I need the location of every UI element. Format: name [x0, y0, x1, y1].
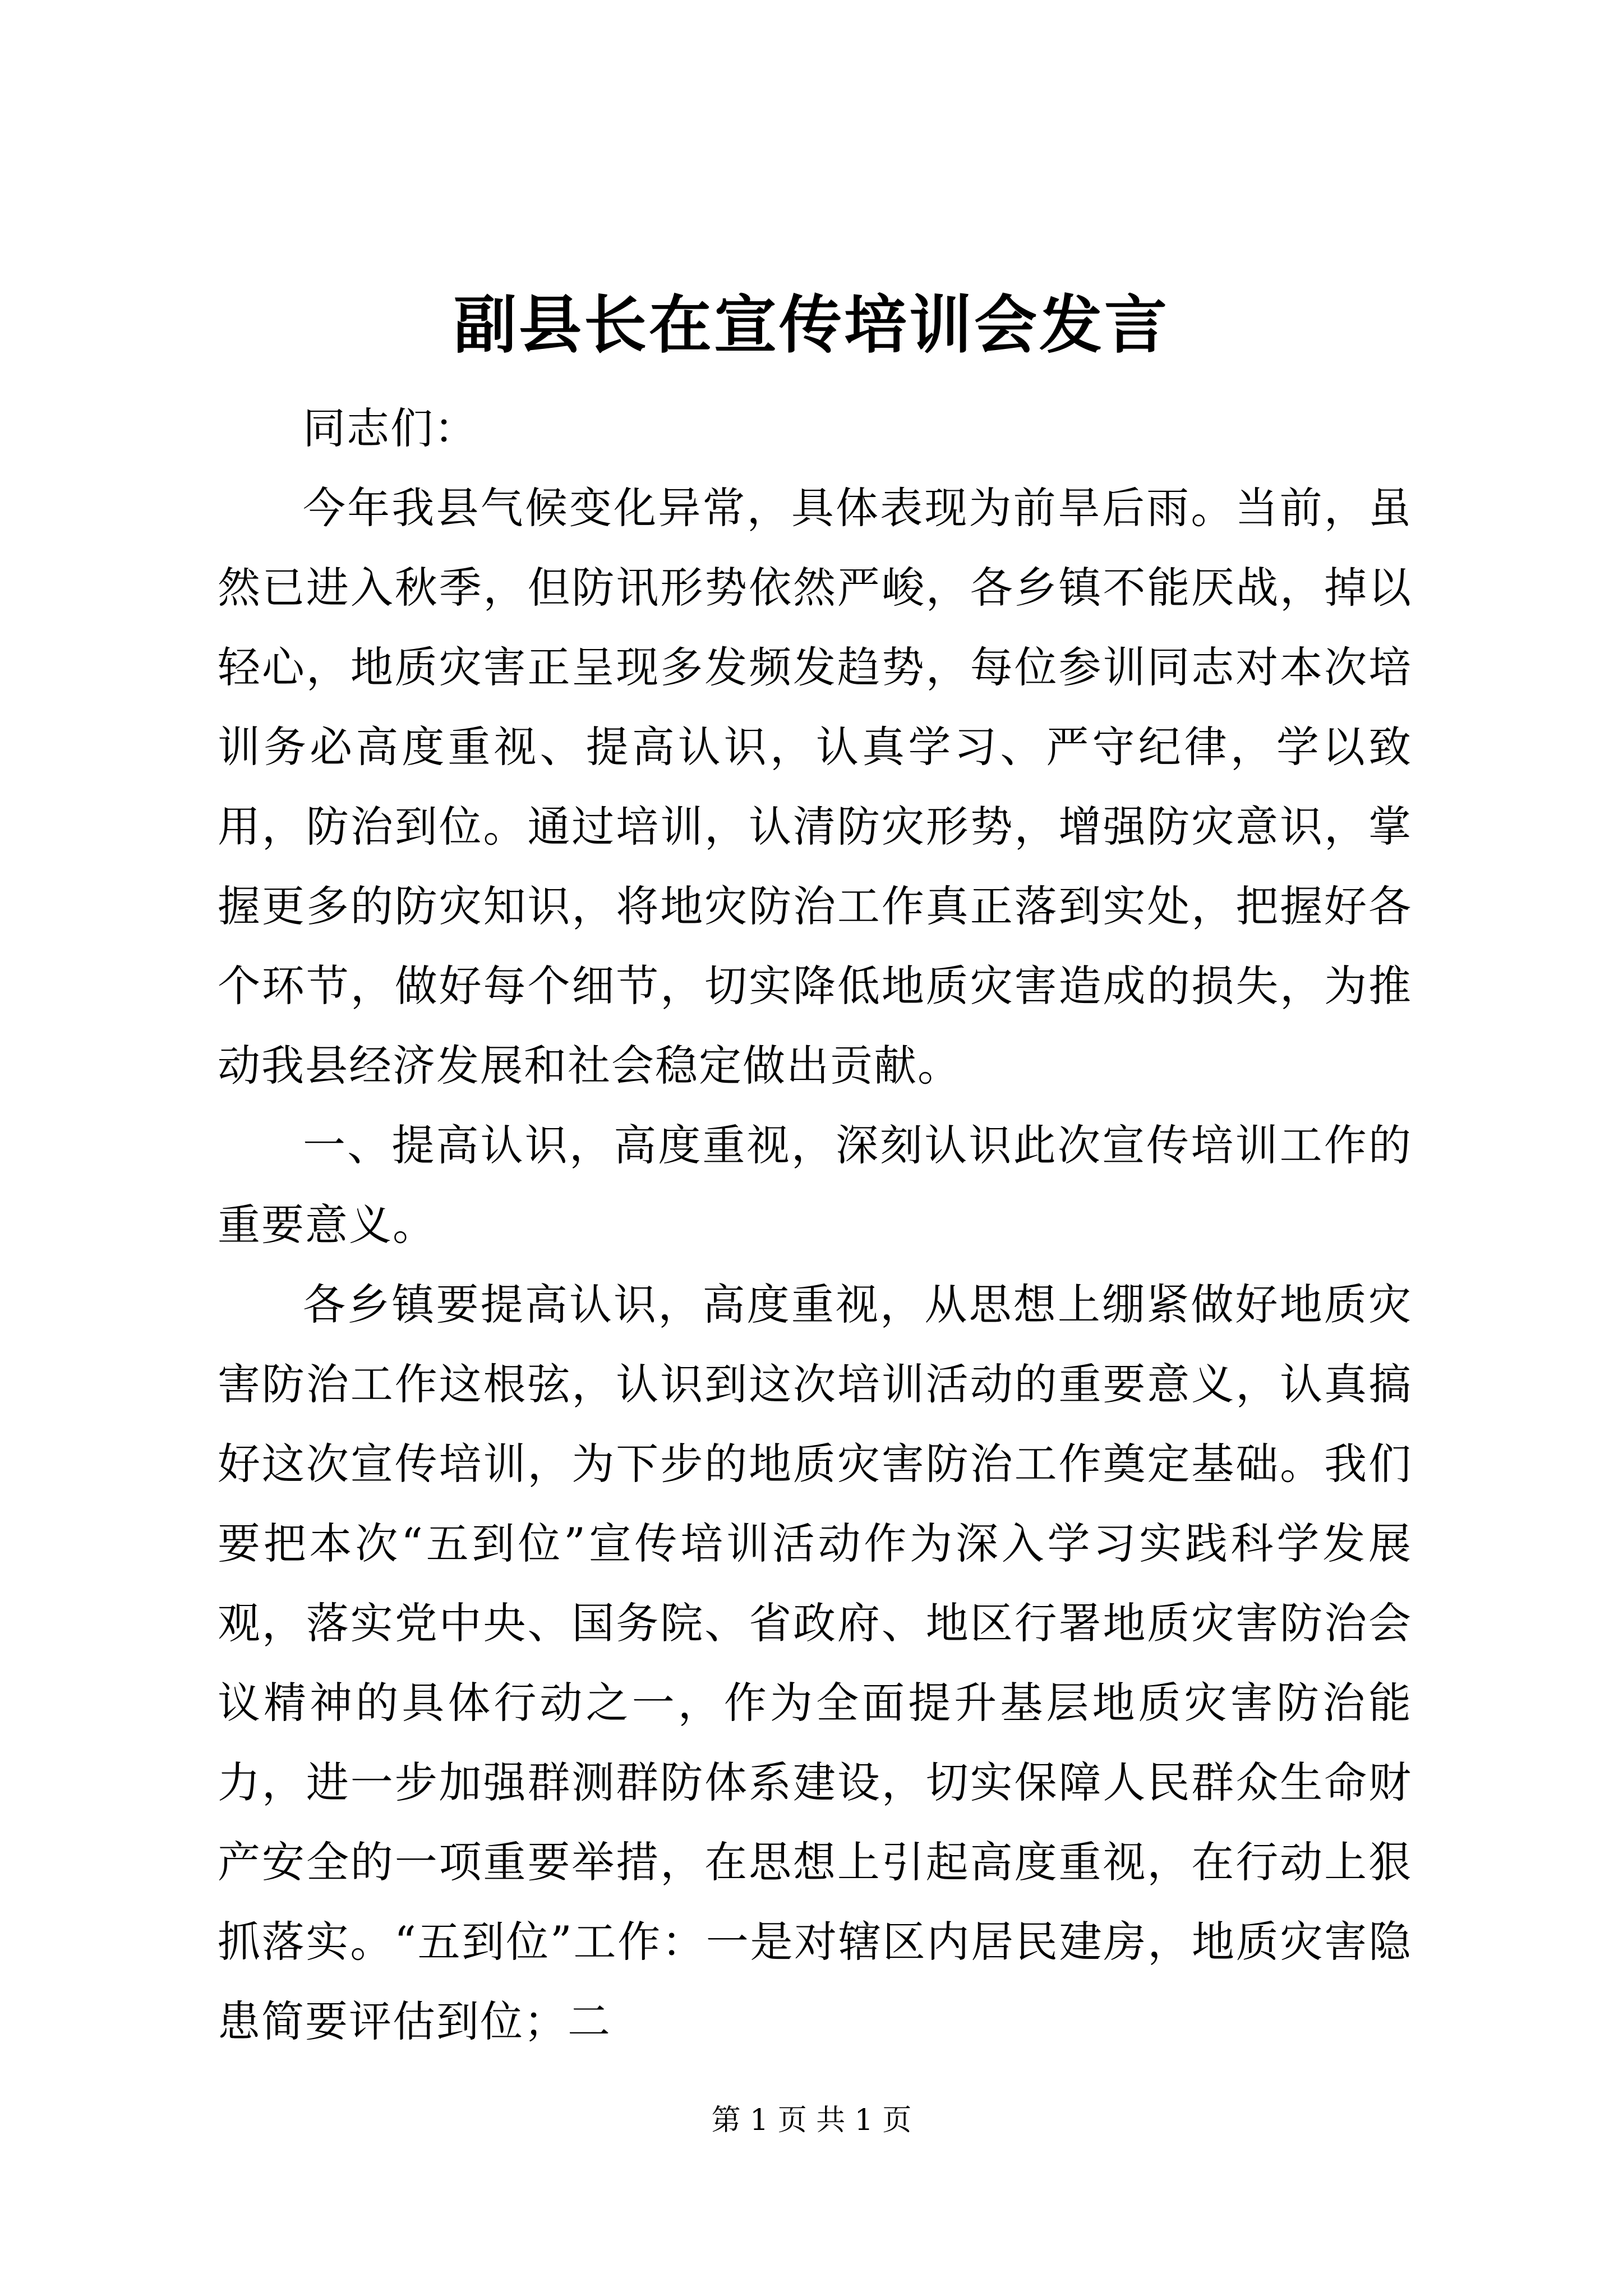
- paragraph-section-1: 各乡镇要提高认识，高度重视，从思想上绷紧做好地质灾害防治工作这根弦，认识到这次培训活动的重要意义，认真搞好这次宣传培训，为下步的地质灾害防治工作奠定基础。我们要把本次“五到位”宣传培训活动作为深入学习实践科学发展观，落实党中央、国务院、省政府、地区行署地质灾害防治会议精神的具体行动之一，作为全面提升基层地质灾害防治能力，进一步加强群测群防体系建设，切实保障人民群众生命财产安全的一项重要举措，在思想上引起高度重视，在行动上狠抓落实。“五到位”工作：一是对辖区内居民建房，地质灾害隐患简要评估到位；二: [218, 1280, 1412, 2046]
- page-footer: 第 1 页 共 1 页: [711, 2104, 912, 2137]
- section-heading-1: 一、提高认识，高度重视，深刻认识此次宣传培训工作的重要意义。: [218, 1120, 1412, 1250]
- salutation: 同志们：: [303, 403, 478, 453]
- document-body: [218, 389, 1412, 2062]
- paragraph-intro: 今年我县气候变化异常，具体表现为前旱后雨。当前，虽然已进入秋季，但防讯形势依然严峻，各乡镇不能厌战，掉以轻心，地质灾害正呈现多发频发趋势，每位参训同志对本次培训务必高度重视、提高认识，认真学习、严守纪律，学以致用，防治到位。通过培训，认清防灾形势，增强防灾意识，掌握更多的防灾知识，将地灾防治工作真正落到实处，把握好各个环节，做好每个细节，切实降低地质灾害造成的损失，为推动我县经济发展和社会稳定做出贡献。: [218, 483, 1412, 1091]
- document-title: 副县长在宣传培训会发言: [454, 288, 1169, 362]
